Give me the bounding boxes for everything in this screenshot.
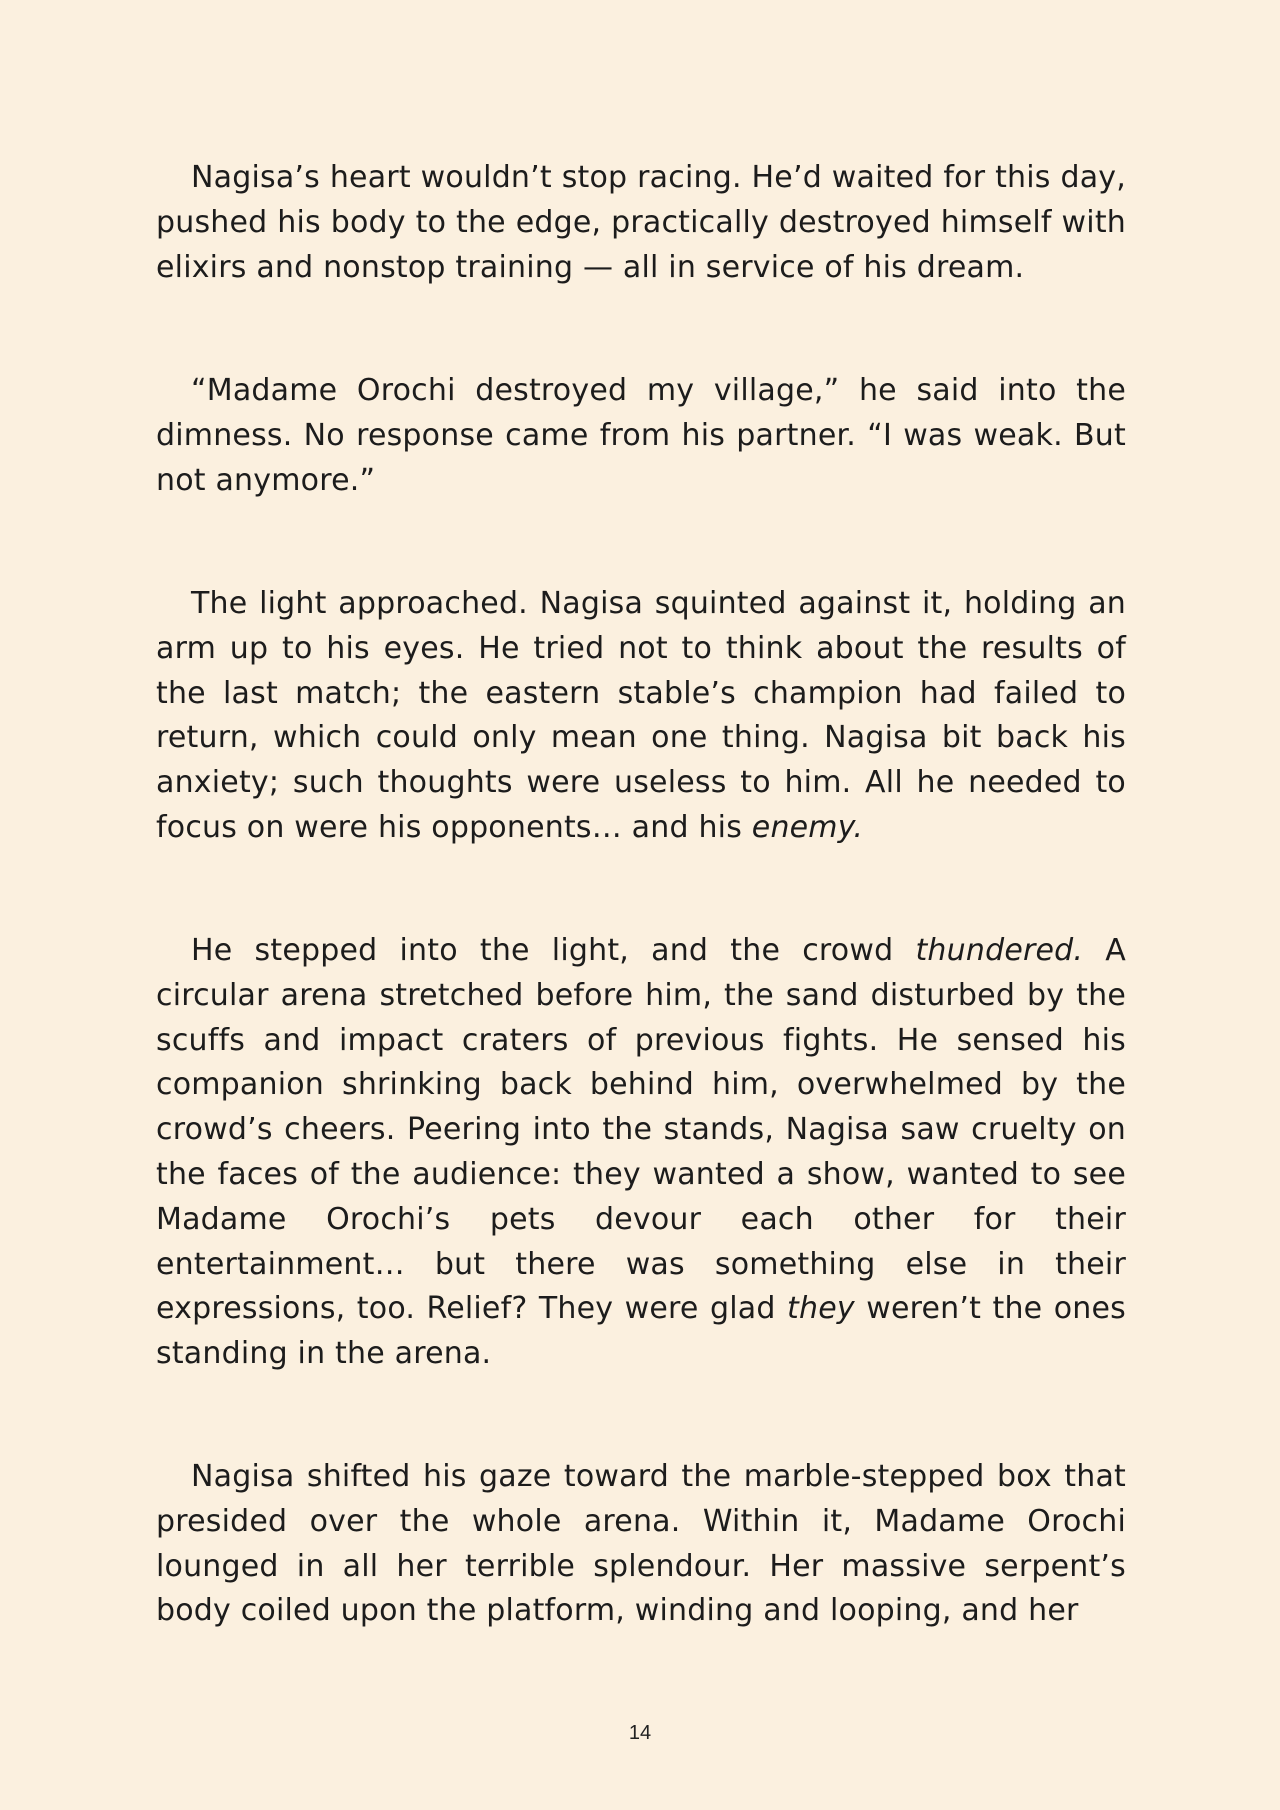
- paragraph-1: [156, 156, 1126, 290]
- italic-text: enemy.: [751, 809, 864, 845]
- page-number: 14: [628, 1722, 652, 1744]
- body-text: Nagisa shifted his gaze toward the marble-stepped box that presided over the whole arena. Within it, Madame Orochi lounged in all her terrible splendour. Her massive serpent’s body coiled upon the platform, winding and looping, and her: [156, 1459, 1126, 1629]
- body-text: A circular arena stretched before him, the sand disturbed by the scuffs and impact craters of previous fights. He sensed his companion shrinking back behind him, overwhelmed by the crowd’s cheers. Peering into the stands, Nagisa saw cruelty on the faces of the audience: they wanted a show, wanted to see Madame Orochi’s pets devour each other for their entertainment… but there was something else in their expressions, too. Relief? They were glad: [156, 933, 1126, 1327]
- paragraph-2: [156, 369, 1126, 503]
- body-text: He stepped into the light, and the crowd: [191, 933, 916, 968]
- paragraph-5: [156, 1455, 1126, 1634]
- italic-text: they: [787, 1291, 855, 1327]
- italic-text: thundered.: [915, 933, 1084, 968]
- body-text: Nagisa’s heart wouldn’t stop racing. He’d waited for this day, pushed his body to the edge, practically destroyed himself with elixirs and nonstop training — all in service of his dream.: [156, 160, 1126, 285]
- body-text: “Madame Orochi destroyed my village,” he said into the dimness. No response came from his partner. “I was weak. But not anymore.”: [156, 373, 1126, 498]
- paragraph-4: [156, 929, 1126, 1377]
- body-text: weren’t the ones standing in the arena.: [156, 1291, 1126, 1372]
- paragraph-3: [156, 582, 1126, 851]
- body-text: The light approached. Nagisa squinted against it, holding an arm up to his eyes. He tried not to think about the results of the last match; the eastern stable’s champion had failed to return, which could only mean one thing. Nagisa bit back his anxiety; such thoughts were useless to him. All he needed to focus on were his opponents… and his: [156, 586, 1126, 845]
